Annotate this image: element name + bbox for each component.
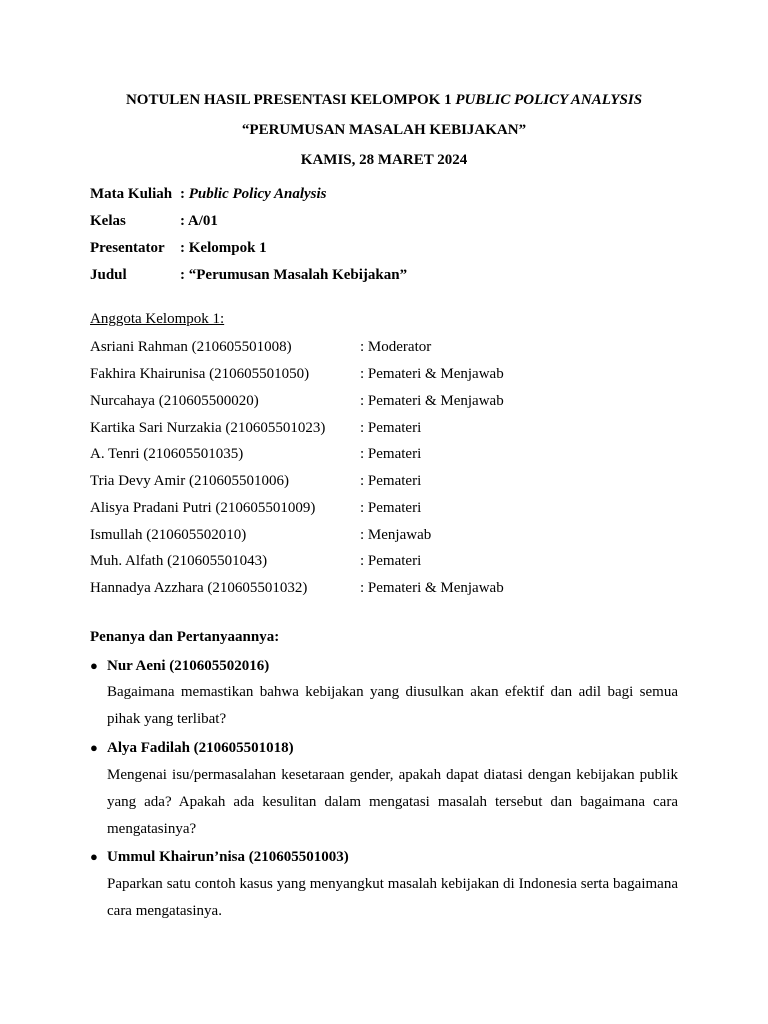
- member-name: Alisya Pradani Putri (210605501009): [90, 500, 316, 516]
- bullet-icon: ●: [90, 849, 98, 864]
- document-date: KAMIS, 28 MARET 2024: [300, 152, 468, 168]
- question-text: Paparkan satu contoh kasus yang menyangkut masalah kebijakan di Indonesia serta bagaimana cara mengatasinya.: [107, 876, 678, 919]
- member-name: Asriani Rahman (210605501008): [90, 339, 292, 355]
- member-role: : Pemateri: [360, 553, 422, 569]
- asker-item: [90, 740, 294, 757]
- info-key: Judul: [90, 267, 127, 283]
- asker-name: Nur Aeni (210605502016): [107, 658, 270, 674]
- title-course: PUBLIC POLICY ANALYSIS: [455, 92, 643, 108]
- info-row-presenter: [90, 240, 267, 257]
- info-key: Mata Kuliah: [90, 186, 173, 202]
- member-role: : Pemateri & Menjawab: [360, 393, 504, 409]
- member-role: : Pemateri & Menjawab: [360, 366, 504, 382]
- member-role: : Pemateri & Menjawab: [360, 580, 504, 596]
- info-row-class: [90, 213, 218, 230]
- question-text: Bagaimana memastikan bahwa kebijakan yang diusulkan akan efektif dan adil bagi semua pihak yang terlibat?: [107, 684, 678, 727]
- members-heading: Anggota Kelompok 1:: [90, 311, 225, 327]
- info-key: Kelas: [90, 213, 126, 229]
- asker-name: Ummul Khairun’nisa (210605501003): [107, 849, 349, 865]
- info-value: : Kelompok 1: [180, 240, 267, 256]
- member-name: Hannadya Azzhara (210605501032): [90, 580, 308, 596]
- bullet-icon: ●: [90, 740, 98, 755]
- info-key: Presentator: [90, 240, 165, 256]
- bullet-icon: ●: [90, 658, 98, 673]
- member-name: Fakhira Khairunisa (210605501050): [90, 366, 310, 382]
- member-role: : Pemateri: [360, 446, 422, 462]
- info-row-topic: [90, 267, 407, 284]
- member-name: Nurcahaya (210605500020): [90, 393, 259, 409]
- asker-item: [90, 849, 349, 866]
- asker-item: [90, 658, 269, 675]
- info-value: : A/01: [180, 213, 218, 229]
- member-name: Kartika Sari Nurzakia (210605501023): [90, 420, 326, 436]
- member-role: : Moderator: [360, 339, 432, 355]
- document-subtitle: “PERUMUSAN MASALAH KEBIJAKAN”: [241, 122, 527, 138]
- document-title: [0, 92, 768, 109]
- info-value: : Public Policy Analysis: [180, 186, 327, 202]
- info-row-course: [90, 186, 327, 203]
- member-role: : Pemateri: [360, 420, 422, 436]
- member-role: : Pemateri: [360, 500, 422, 516]
- member-role: : Menjawab: [360, 527, 432, 543]
- member-role: : Pemateri: [360, 473, 422, 489]
- asker-name: Alya Fadilah (210605501018): [107, 740, 294, 756]
- info-value: : “Perumusan Masalah Kebijakan”: [180, 267, 408, 283]
- question-text: Mengenai isu/permasalahan kesetaraan gender, apakah dapat diatasi dengan kebijakan publik yang ada? Apakah ada kesulitan dalam mengatasi masalah tersebut dan bagaimana cara mengatasinya?: [107, 767, 678, 837]
- member-name: Muh. Alfath (210605501043): [90, 553, 268, 569]
- member-name: A. Tenri (210605501035): [90, 446, 244, 462]
- title-main: NOTULEN HASIL PRESENTASI KELOMPOK 1: [125, 92, 452, 108]
- questions-heading: Penanya dan Pertanyaannya:: [90, 629, 280, 645]
- member-name: Ismullah (210605502010): [90, 527, 247, 543]
- member-name: Tria Devy Amir (210605501006): [90, 473, 290, 489]
